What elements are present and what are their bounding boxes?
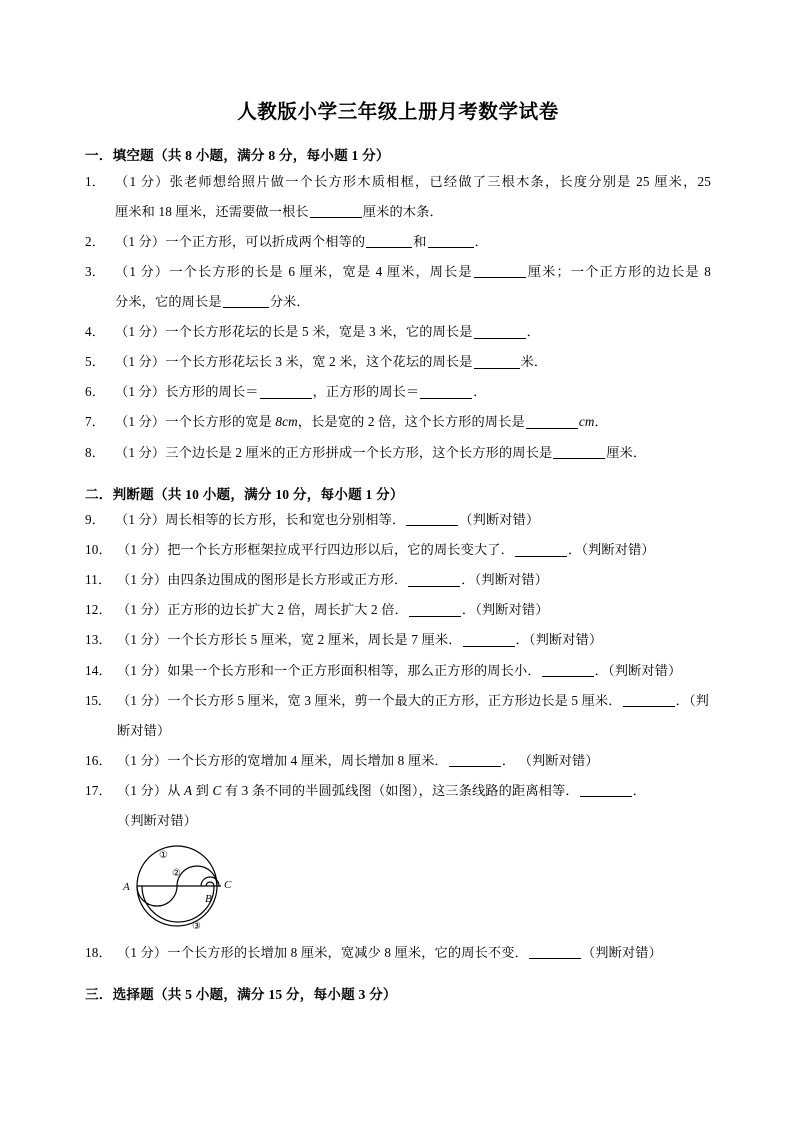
question-10 [85,535,711,565]
question-text-line2-pre: 分米，它的周长是 [115,294,222,310]
question-text-line2-pre: 厘米和 18 厘米，还需要做一根长 [115,203,309,219]
question-text-pre: 一个长方形花坛长 3 米，宽 2 米，这个花坛的周长是 [165,354,473,370]
question-text-line1-end: ． [632,782,647,798]
question-text-post: 米． [520,354,548,370]
question-score: （1 分） [117,782,168,798]
question-text-post: ．（判断对错） [515,632,603,648]
answer-blank[interactable] [408,573,460,587]
answer-blank[interactable] [623,693,675,707]
question-text-pre: 由四条边围成的图形是长方形或正方形． [167,572,408,588]
question-score: （1 分） [117,752,168,768]
label-point-a: A [123,881,130,894]
question-text-line2: 断对错） [117,722,171,738]
question-6 [85,377,711,407]
question-score: （1 分） [115,354,166,370]
question-text-post: ． [594,414,608,430]
question-number: 5． [85,354,106,370]
semicircle-arcs-diagram [109,840,289,932]
question-text-post: ． [473,384,487,400]
answer-blank[interactable] [406,513,458,527]
question-text-post: （判断对错） [459,512,540,528]
question-text-pre: 如果一个长方形和一个正方形面积相等，那么正方形的周长小． [167,662,541,678]
question-text-pre: 一个长方形的长增加 8 厘米，宽减少 8 厘米，它的周长不变． [167,945,528,961]
question-score: （1 分） [117,602,168,618]
question-13 [85,625,711,655]
question-text-mid: ，正方形的周长＝ [312,384,420,400]
point-label-c: C [212,782,222,798]
question-17 [85,776,711,836]
arc-2-upper-right [177,866,217,886]
section-heading-multiple-choice: 三．选择题（共 5 小题，满分 15 分，每小题 3 分） [85,987,397,1003]
question-text-line2-post: 分米． [269,294,310,310]
measurement-value: 8cm [275,414,298,430]
question-score: （1 分） [115,512,166,528]
question-text-line1-pre: 一个长方形 5 厘米，宽 3 厘米，剪一个最大的正方形，正方形边长是 5 厘米． [167,692,622,708]
answer-blank[interactable] [526,415,578,429]
question-15 [85,686,711,746]
question-text-pre: 一个长方形的宽增加 4 厘米，周长增加 8 厘米． [167,752,448,768]
question-7 [85,407,711,437]
question-text-line1-post: 厘米；一个正方形的边长是 8 [526,264,712,280]
question-number: 18． [85,945,112,961]
answer-blank[interactable] [515,543,567,557]
answer-blank[interactable] [529,946,581,960]
question-text-pre: 一个正方形，可以折成两个相等的 [165,233,366,249]
question-number: 7． [85,414,106,430]
question-text-pre: 正方形的边长扩大 2 倍，周长扩大 2 倍． [167,602,408,618]
answer-blank[interactable] [223,295,269,309]
question-text-pre: 一个长方形花坛的长是 5 米，宽是 3 米，它的周长是 [165,324,473,340]
question-text-post: 厘米． [606,444,647,460]
question-text-post: ． [474,233,488,249]
answer-blank[interactable] [420,385,472,399]
question-9 [85,505,711,535]
question-text-post: ．（判断对错） [594,662,682,678]
question-4 [85,317,711,347]
question-11 [85,565,711,595]
answer-blank[interactable] [366,235,412,249]
answer-blank[interactable] [409,603,461,617]
question-text-line1-pre: 从 [167,782,184,798]
question-text-pre: 一个长方形长 5 厘米，宽 2 厘米，周长是 7 厘米． [167,632,462,648]
answer-blank[interactable] [580,784,632,798]
question-text-pre: 把一个长方形框架拉成平行四边形以后，它的周长变大了． [167,542,514,558]
question-text-post: ．（判断对错） [567,542,655,558]
answer-blank[interactable] [474,325,526,339]
answer-blank[interactable] [310,205,362,219]
question-text-post: ．（判断对错） [461,572,549,588]
question-18 [85,938,711,968]
question-number: 3． [85,264,106,280]
question-text-line1-mid: 到 [192,782,213,798]
question-number: 6． [85,384,106,400]
question-number: 17． [85,782,112,798]
label-arc-2: ② [172,868,181,880]
question-number: 8． [85,444,106,460]
answer-blank[interactable] [260,385,312,399]
point-label-a: A [184,782,193,798]
question-text-line1-post: ．（判 [675,692,709,708]
question-text-pre: 三个边长是 2 厘米的正方形拼成一个长方形，这个长方形的周长是 [165,444,553,460]
question-1 [85,167,711,227]
question-number: 2． [85,233,106,249]
question-number: 1． [85,173,106,189]
question-text-line1-post: 有 3 条不同的半圆弧线图（如图），这三条线路的距离相等． [221,782,579,798]
question-text-pre: 周长相等的长方形，长和宽也分别相等． [165,512,406,528]
question-12 [85,595,711,625]
question-number: 10． [85,542,112,558]
question-score: （1 分） [117,662,168,678]
question-5 [85,347,711,377]
answer-blank[interactable] [542,663,594,677]
label-arc-3: ③ [192,921,201,933]
question-score: （1 分） [117,945,168,961]
question-14 [85,656,711,686]
question-text-post: ． （判断对错） [501,752,599,768]
question-text-post: ． [526,324,540,340]
section-heading-fill-in-blank: 一．填空题（共 8 小题，满分 8 分，每小题 1 分） [85,148,390,164]
answer-blank[interactable] [553,445,605,459]
answer-blank[interactable] [474,265,526,279]
question-16 [85,746,711,776]
question-text-line1-pre: 一个长方形的长是 6 厘米，宽是 4 厘米，周长是 [169,264,473,280]
question-score: （1 分） [115,233,166,249]
question-3 [85,257,711,317]
question-text-mid: 和 [413,233,427,249]
question-number: 4． [85,324,106,340]
answer-blank[interactable] [449,754,501,768]
question-score: （1 分） [117,632,168,648]
question-score: （1 分） [115,264,170,280]
question-number: 14． [85,662,112,678]
answer-blank[interactable] [463,633,515,647]
question-text-pre: 长方形的周长＝ [165,384,259,400]
question-text-pre-b: ，长是宽的 2 倍，这个长方形的周长是 [297,414,525,430]
question-text-post: （判断对错） [581,945,662,961]
question-8 [85,438,711,468]
question-number: 13． [85,632,112,648]
question-number: 9． [85,512,106,528]
question-text-line1: 张老师想给照片做一个长方形木质相框，已经做了三根木条，长度分别是 25 厘米，25 [169,173,711,189]
answer-blank[interactable] [474,355,520,369]
question-score: （1 分） [117,572,168,588]
question-17-figure [109,840,711,932]
question-score: （1 分） [115,173,170,189]
question-text-line2-post: 厘米的木条． [362,203,443,219]
question-number: 11． [85,572,112,588]
question-score: （1 分） [117,542,168,558]
question-2 [85,227,711,257]
question-number: 12． [85,602,112,618]
answer-blank[interactable] [428,235,474,249]
unit-label: cm [578,414,595,430]
question-number: 15． [85,692,111,708]
question-text-post: ．（判断对错） [461,602,549,618]
question-number: 16． [85,752,112,768]
label-point-c: C [224,879,232,892]
question-score: （1 分） [117,692,168,708]
question-text-pre-a: 一个长方形的宽是 [165,414,276,430]
question-text-line2: （判断对错） [117,813,198,828]
section-heading-true-false: 二．判断题（共 10 小题，满分 10 分，每小题 1 分） [85,486,404,502]
question-score: （1 分） [115,444,166,460]
page-title: 人教版小学三年级上册月考数学试卷 [237,102,559,123]
question-score: （1 分） [115,324,166,340]
label-point-b: B [205,893,212,906]
label-arc-1: ① [159,850,168,862]
question-score: （1 分） [115,384,166,400]
question-score: （1 分） [115,414,166,430]
